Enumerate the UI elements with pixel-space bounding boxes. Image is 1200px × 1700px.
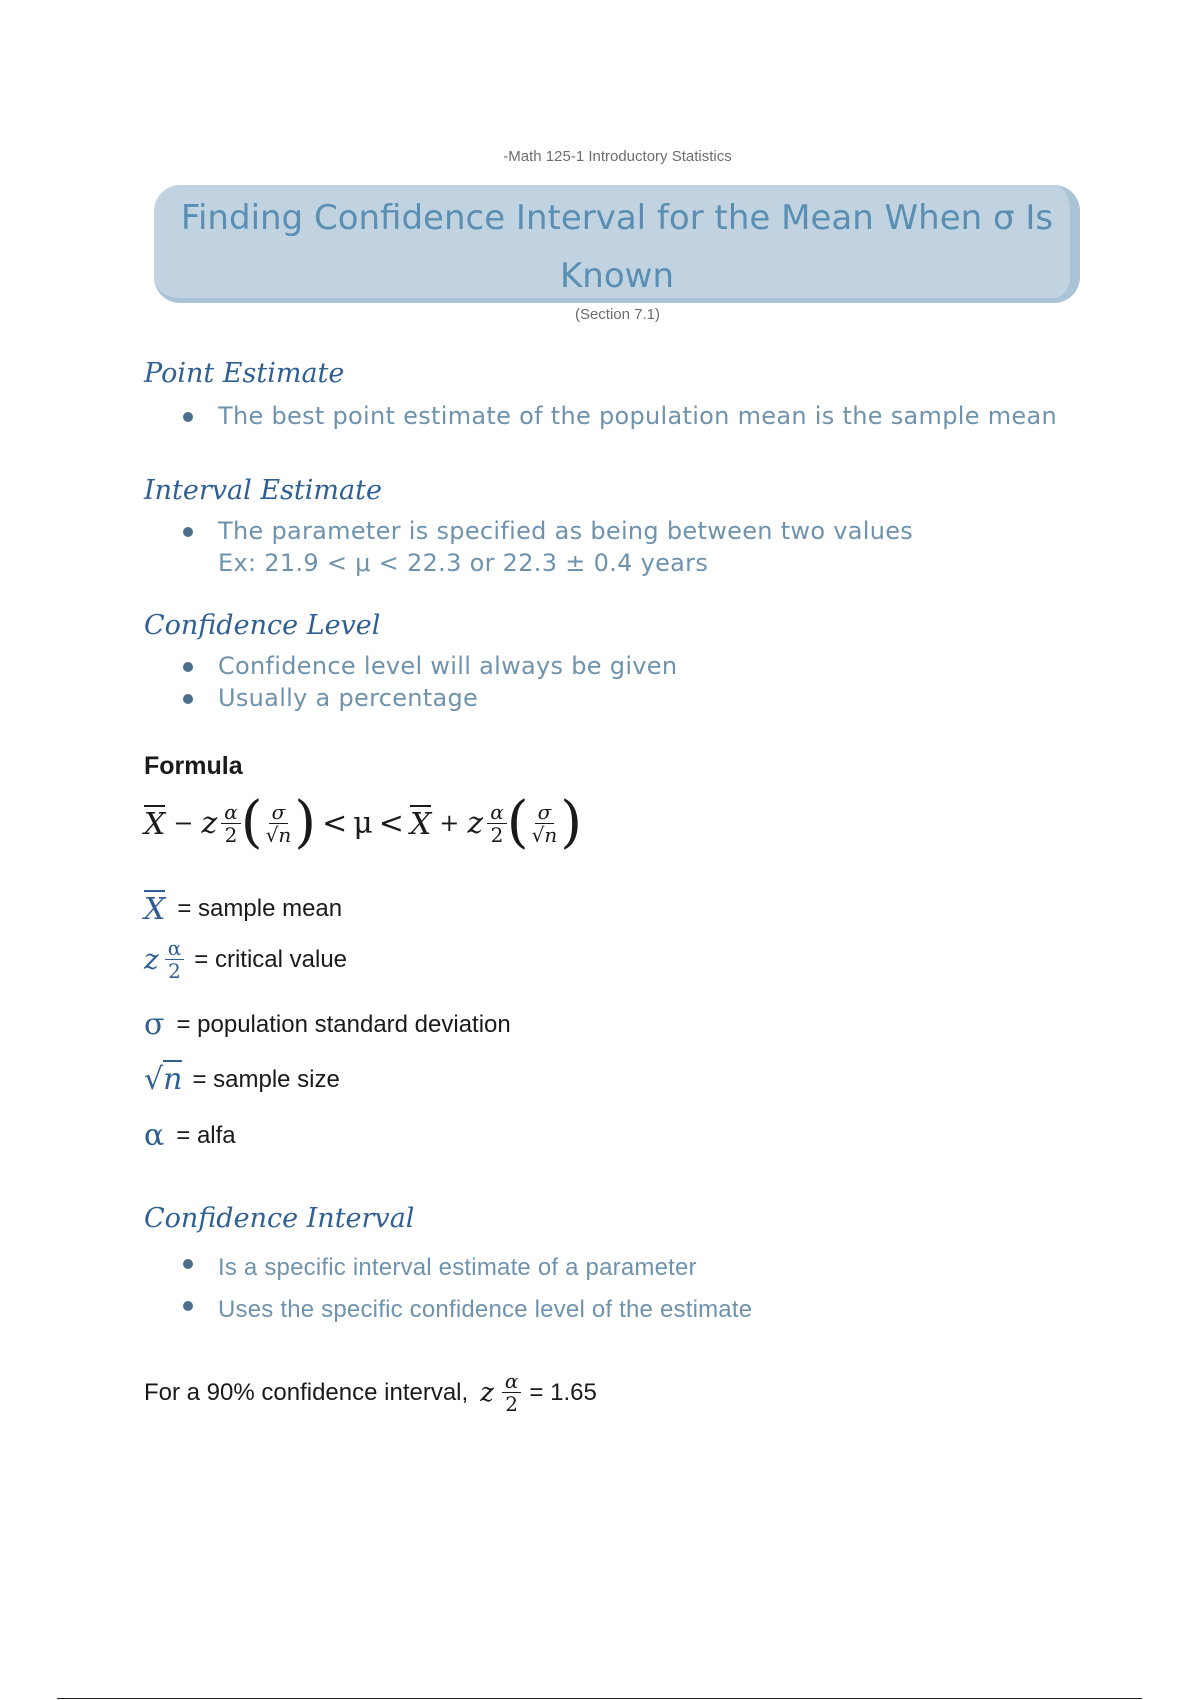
less-than: < — [322, 805, 348, 841]
interval-example: Ex: 21.9 < μ < 22.3 or 22.3 ± 0.4 years — [218, 549, 709, 577]
plus-sign: + — [439, 809, 460, 837]
less-than: < — [378, 805, 404, 841]
sigma-over-root-n: $\frac{\sigma}{√n}$ — [531, 799, 558, 847]
definition-alpha: α = alfa — [144, 1118, 236, 1153]
z-symbol: z — [144, 943, 159, 976]
list-item: Usually a percentage — [183, 682, 677, 714]
xbar-symbol: X — [144, 806, 166, 842]
section-reference: (Section 7.1) — [574, 306, 661, 323]
minus-sign: − — [173, 809, 194, 837]
ninety-percent-example: For a 90% confidence interval, z $\frac{\alpha}{2}$ = 1.65 — [144, 1369, 597, 1416]
alpha-over-two: $\frac{\alpha}{2}$ — [221, 801, 241, 846]
definition-critical-value: z $\frac{\alpha}{2}$ = critical value — [144, 936, 348, 983]
alpha-over-two: $\frac{\alpha}{2}$ — [502, 1370, 522, 1415]
z-symbol: z — [201, 805, 218, 841]
interval-estimate-list — [183, 515, 913, 547]
list-item: The parameter is specified as being between two values — [183, 515, 913, 547]
left-paren: ( — [240, 790, 263, 855]
confidence-interval-list — [183, 1247, 752, 1331]
confidence-interval-heading: Confidence Interval — [144, 1203, 415, 1234]
confidence-interval-formula — [144, 790, 583, 855]
list-item: Confidence level will always be given — [183, 650, 677, 682]
right-paren: ) — [294, 790, 317, 855]
confidence-level-list — [183, 650, 677, 714]
mu-symbol: μ — [353, 805, 373, 841]
xbar-symbol: X — [409, 806, 432, 842]
sigma-over-root-n: $\frac{\sigma}{√n}$ — [265, 799, 292, 847]
point-estimate-heading: Point Estimate — [144, 358, 345, 389]
point-estimate-list — [183, 400, 1057, 432]
sigma-symbol: σ — [144, 1007, 165, 1042]
interval-estimate-heading: Interval Estimate — [144, 475, 382, 506]
formula-heading: Formula — [144, 752, 243, 780]
list-item: Uses the specific confidence level of the estimate — [183, 1289, 752, 1331]
left-paren: ( — [506, 790, 529, 855]
definition-sample-mean: X = sample mean — [144, 892, 343, 927]
z-symbol: z — [467, 805, 484, 841]
list-item: The best point estimate of the population mean is the sample mean — [183, 400, 1057, 432]
definition-sample-size: √n = sample size — [144, 1062, 340, 1097]
alpha-over-two: $\frac{\alpha}{2}$ — [165, 937, 185, 982]
page-title: Finding Confidence Interval for the Mean When σ Is Known — [180, 198, 1054, 296]
definition-std-dev: σ = population standard deviation — [144, 1007, 511, 1042]
xbar-symbol: X — [144, 892, 166, 927]
list-item: Is a specific interval estimate of a parameter — [183, 1247, 752, 1289]
alpha-symbol: α — [144, 1118, 165, 1153]
confidence-level-heading: Confidence Level — [144, 610, 381, 641]
footer-rule — [57, 1698, 1142, 1699]
z-symbol: z — [480, 1377, 494, 1408]
root-n-symbol: √n — [144, 1062, 183, 1097]
alpha-over-two: $\frac{\alpha}{2}$ — [487, 801, 507, 846]
course-label: -Math 125-1 Introductory Statistics — [503, 148, 732, 165]
right-paren: ) — [560, 790, 583, 855]
